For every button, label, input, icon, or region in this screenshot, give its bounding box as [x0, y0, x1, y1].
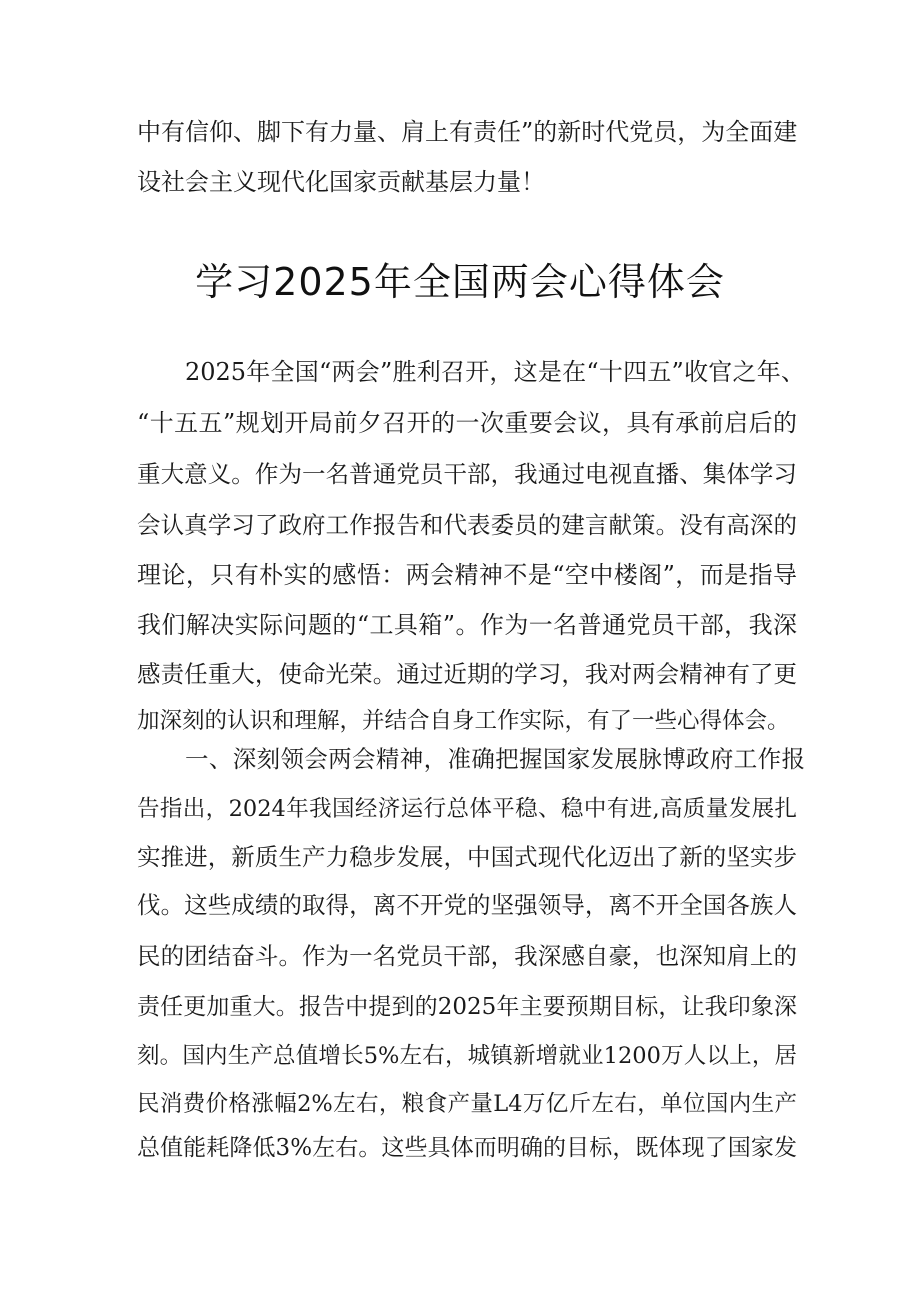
paragraph-line: 总值能耗降低3%左右。这些具体而明确的目标，既体现了国家发 [137, 1135, 797, 1161]
paragraph-line: 责任更加重大。报告中提到的2025年主要预期目标，让我印象深 [137, 994, 797, 1020]
paragraph-line: 会认真学习了政府工作报告和代表委员的建言献策。没有高深的 [137, 511, 797, 539]
paragraph-line: 2025年全国“两会”胜利召开，这是在“十四五”收官之年、 [185, 358, 805, 386]
paragraph-line: 重大意义。作为一名普通党员干部，我通过电视直播、集体学习 [137, 460, 797, 488]
paragraph-line: 实推进，新质生产力稳步发展，中国式现代化迈出了新的坚实步 [137, 843, 797, 871]
paragraph-line: 刻。国内生产总值增长5%左右，城镇新增就业1200万人以上，居 [137, 1043, 797, 1069]
document-title: 学习2025年全国两会心得体会 [195, 260, 725, 304]
paragraph-line: “十五五”规划开局前夕召开的一次重要会议，具有承前启后的 [137, 409, 797, 437]
paragraph-line: 加深刻的认识和理解，并结合自身工作实际，有了一些心得体会。 [137, 708, 790, 734]
paragraph-line: 理论，只有朴实的感悟：两会精神不是“空中楼阁”，而是指导 [137, 561, 797, 589]
paragraph-line: 告指出，2024年我国经济运行总体平稳、稳中有进,高质量发展扎 [137, 796, 797, 822]
paragraph-line: 伐。这些成绩的取得，离不开党的坚强领导，离不开全国各族人 [137, 891, 797, 919]
paragraph-line: 民的团结奋斗。作为一名党员干部，我深感自豪，也深知肩上的 [137, 942, 797, 970]
continuation-line: 中有信仰、脚下有力量、肩上有责任”的新时代党员，为全面建 [137, 118, 798, 146]
paragraph-line: 民消费价格涨幅2%左右，粮食产量L4万亿斤左右，单位国内生产 [137, 1091, 797, 1117]
paragraph-line: 感责任重大，使命光荣。通过近期的学习，我对两会精神有了更 [137, 660, 797, 688]
continuation-line: 设社会主义现代化国家贡献基层力量！ [137, 168, 545, 196]
paragraph-line: 一、深刻领会两会精神，准确把握国家发展脉博政府工作报 [185, 745, 805, 773]
paragraph-line: 我们解决实际问题的“工具箱”。作为一名普通党员干部，我深 [137, 611, 797, 639]
